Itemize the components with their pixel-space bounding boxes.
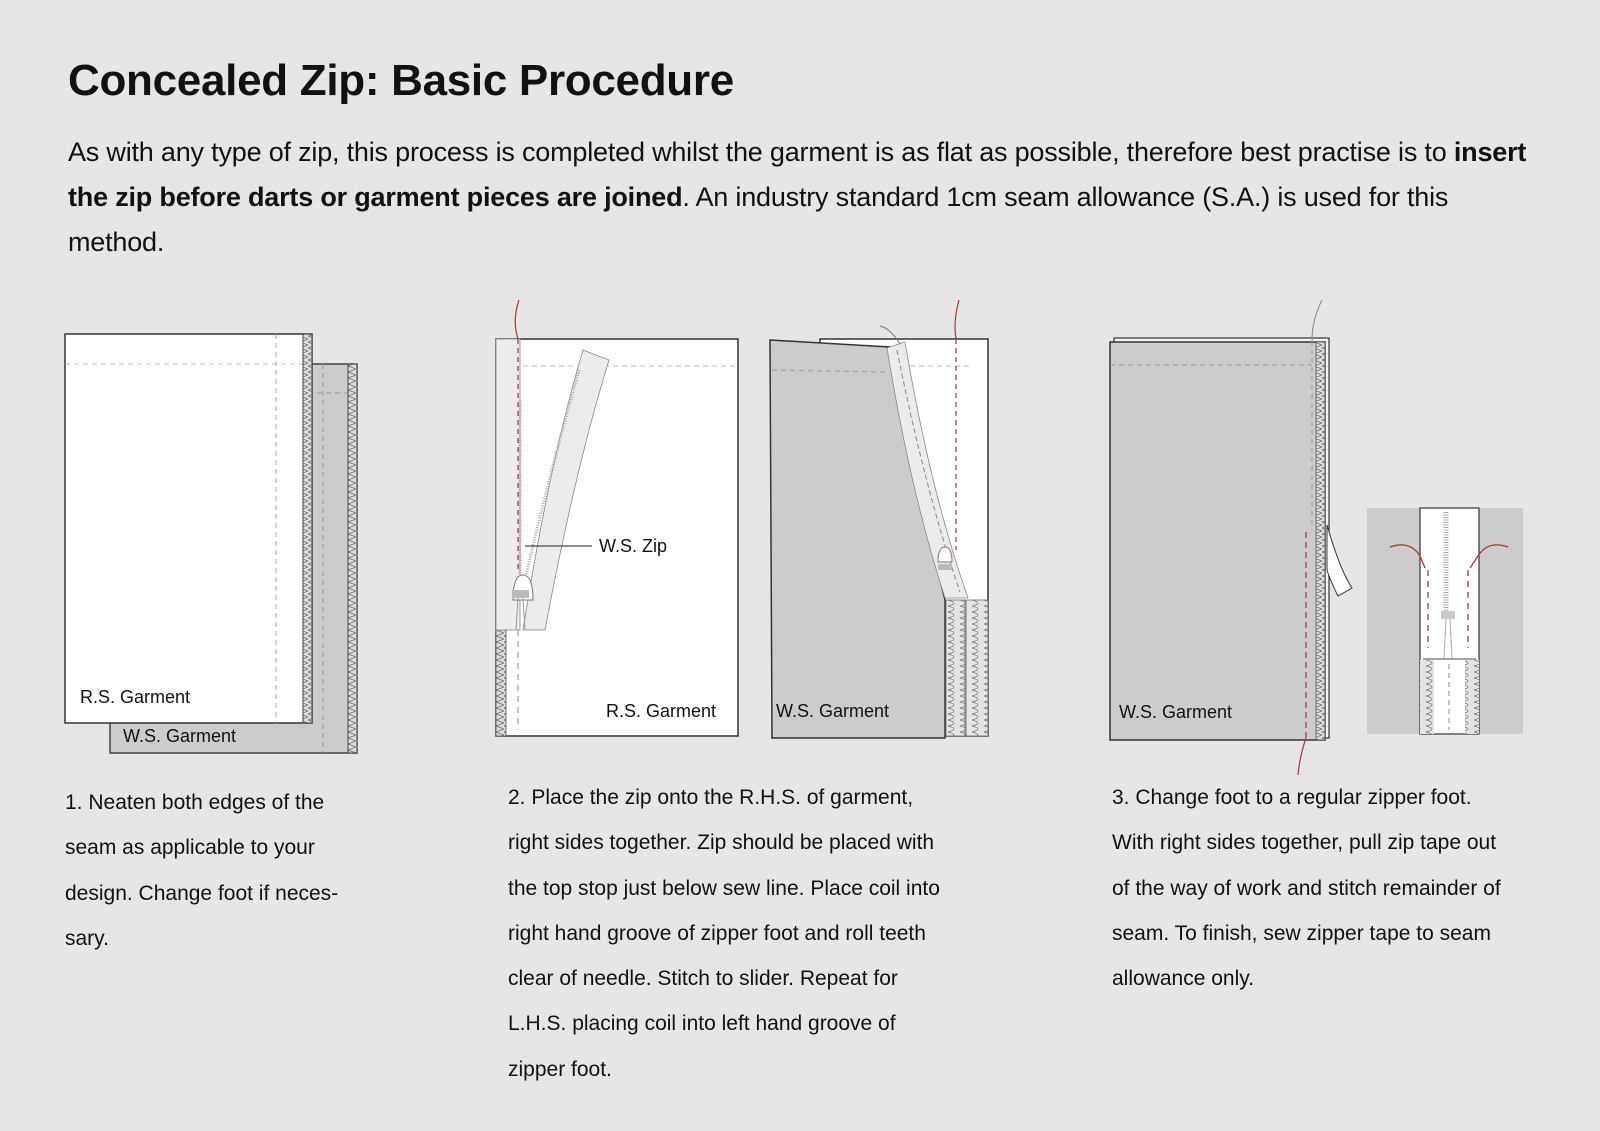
caption-line: 1. Neaten both edges of the [65, 791, 325, 814]
ws-garment-label: W.S. Garment [123, 726, 237, 746]
intro-text-2: . An industry standard 1cm seam allowance (S.A.) is used for this method. [68, 182, 1449, 257]
intro-text-bold: insert the zip before darts or garment pieces are joined [68, 137, 1527, 212]
step-2-illustration [480, 300, 1000, 750]
caption-line: 2. Place the zip onto the R.H.S. of garment, [508, 786, 914, 809]
caption-line: right sides together. Zip should be placed with [508, 831, 935, 855]
ws-garment-panel [770, 300, 988, 738]
step-3-caption [1112, 775, 1501, 1001]
caption-line: the top stop just below sew line. Place coil into [508, 876, 940, 900]
caption-line: allowance only. [1112, 967, 1255, 991]
rs-garment-label: R.S. Garment [80, 687, 191, 707]
caption-line: With right sides together, pull zip tape out [1112, 831, 1497, 855]
step-3-illustration [1090, 300, 1530, 780]
step-2-caption [508, 775, 940, 1092]
caption-line: zipper foot. [508, 1057, 612, 1081]
caption-line: seam as applicable to your [65, 836, 315, 860]
caption-line: of the way of work and stitch remainder of [1112, 876, 1501, 900]
caption-line: design. Change foot if neces- [65, 881, 339, 905]
ws-zip-label: W.S. Zip [599, 536, 668, 556]
caption-line: seam. To finish, sew zipper tape to seam [1112, 921, 1491, 945]
caption-line: L.H.S. placing coil into left hand groove of [508, 1012, 896, 1036]
ws-garment-label: W.S. Garment [1119, 702, 1233, 722]
rs-garment-panel [65, 334, 312, 723]
intro-text-1: As with any type of zip, this process is completed whilst the garment is as flat as possible, therefore best practise is to [68, 137, 1454, 167]
ws-garment-label: W.S. Garment [776, 701, 890, 721]
rs-garment-label: R.S. Garment [606, 701, 717, 721]
caption-line: clear of needle. Stitch to slider. Repeat for [508, 967, 898, 991]
zip-detail-inset [1367, 508, 1523, 734]
caption-line: sary. [65, 926, 109, 950]
ws-garment-panel [1110, 300, 1352, 775]
caption-line: 3. Change foot to a regular zipper foot. [1112, 786, 1472, 809]
step-1-caption [65, 780, 338, 961]
rs-garment-panel [496, 300, 738, 736]
page-title: Concealed Zip: Basic Procedure [68, 56, 734, 105]
intro-paragraph [68, 130, 1548, 265]
caption-line: right hand groove of zipper foot and roll teeth [508, 921, 926, 945]
step-1-illustration [60, 330, 370, 770]
